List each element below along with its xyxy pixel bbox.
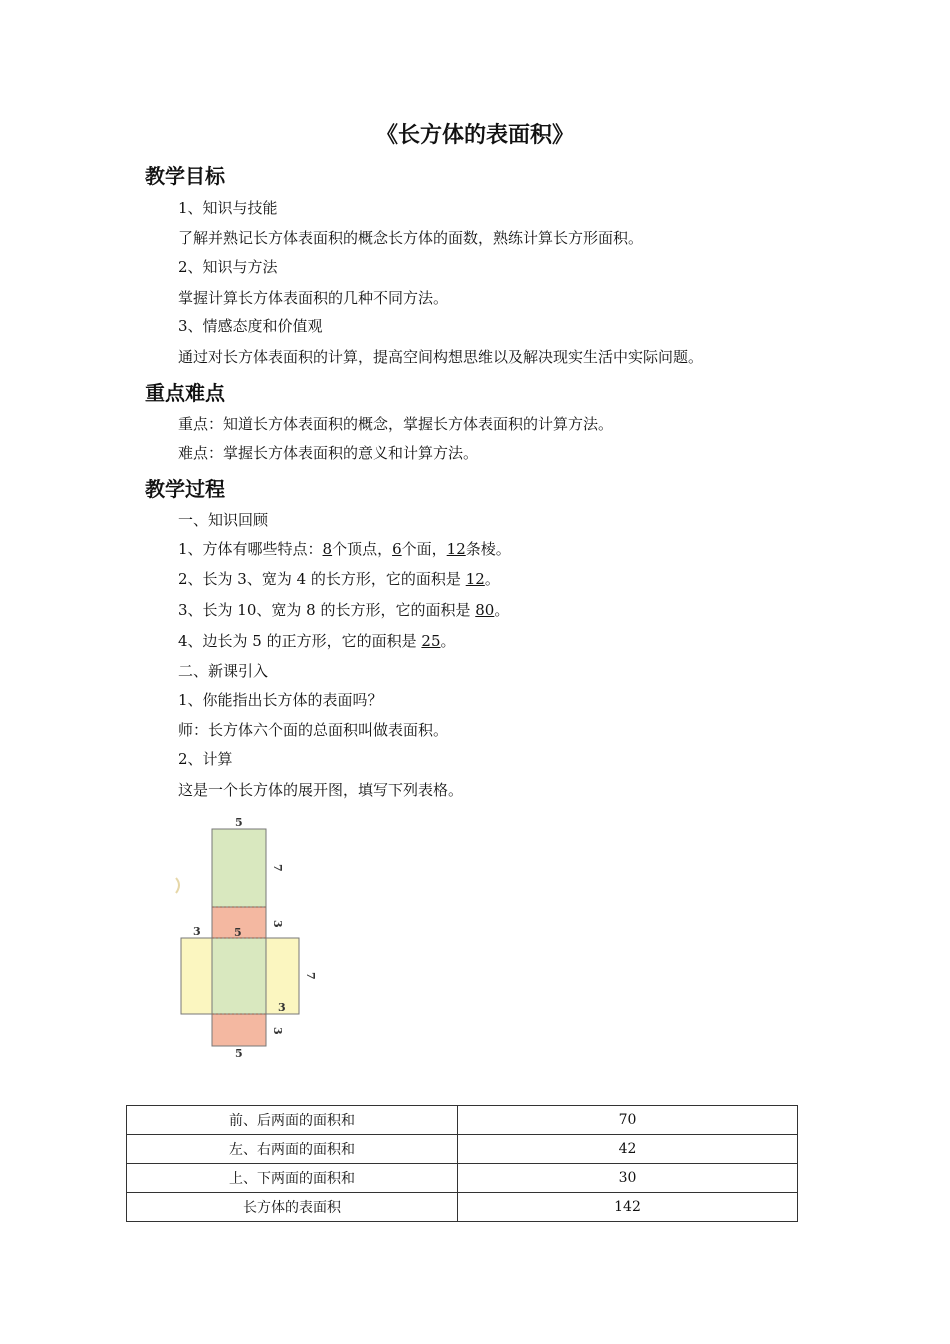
net-face-front bbox=[212, 938, 266, 1014]
net-face-back bbox=[212, 829, 266, 907]
table-cell-label: 长方体的表面积 bbox=[127, 1193, 458, 1222]
table-cell-label: 左、右两面的面积和 bbox=[127, 1135, 458, 1164]
process-line: 2、计算 bbox=[178, 750, 233, 768]
label-lower-side: 3 bbox=[271, 1027, 284, 1035]
label-top-width: 5 bbox=[235, 816, 243, 829]
keypoint-line: 重点：知道长方体表面积的概念，掌握长方体表面积的计算方法。 bbox=[178, 415, 614, 433]
review-question-4: 4、边长为 5 的正方形，它的面积是 25。 bbox=[178, 632, 456, 650]
objective-line: 掌握计算长方体表面积的几种不同方法。 bbox=[178, 289, 449, 307]
label-upper-side: 3 bbox=[271, 920, 284, 928]
answer-blank: 80 bbox=[475, 601, 495, 619]
new-lesson-title: 二、新课引入 bbox=[178, 662, 269, 680]
label-left-side: 3 bbox=[193, 925, 201, 938]
answer-blank: 12 bbox=[465, 570, 485, 588]
table-cell-label: 前、后两面的面积和 bbox=[127, 1106, 458, 1135]
page-title: 《长方体的表面积》 bbox=[375, 123, 574, 148]
table-cell-value: 70 bbox=[458, 1106, 798, 1135]
table-cell-value: 42 bbox=[458, 1135, 798, 1164]
label-bottom-width: 5 bbox=[235, 1047, 243, 1060]
keypoint-line: 难点：掌握长方体表面积的意义和计算方法。 bbox=[178, 444, 479, 462]
review-title: 一、知识回顾 bbox=[178, 511, 269, 529]
table-row bbox=[127, 1135, 798, 1164]
heading-keypoints: 重点难点 bbox=[145, 381, 225, 405]
surface-area-table bbox=[126, 1105, 798, 1222]
net-face-bottom bbox=[212, 1014, 266, 1046]
label-middle-width: 5 bbox=[234, 926, 242, 939]
table-row bbox=[127, 1106, 798, 1135]
net-face-left bbox=[181, 938, 212, 1014]
table-row bbox=[127, 1164, 798, 1193]
heading-objectives: 教学目标 bbox=[145, 164, 225, 188]
answer-blank: 25 bbox=[421, 632, 441, 650]
objective-line: 2、知识与方法 bbox=[178, 258, 278, 276]
answer-blank: 8 bbox=[322, 540, 333, 558]
table-cell-value: 30 bbox=[458, 1164, 798, 1193]
table-cell-value: 142 bbox=[458, 1193, 798, 1222]
answer-blank: 6 bbox=[392, 540, 402, 558]
label-right-height: 7 bbox=[304, 972, 317, 980]
objective-line: 1、知识与技能 bbox=[178, 199, 278, 217]
process-line: 师：长方体六个面的总面积叫做表面积。 bbox=[178, 721, 449, 739]
table-cell-label: 上、下两面的面积和 bbox=[127, 1164, 458, 1193]
objective-line: 3、情感态度和价值观 bbox=[178, 317, 323, 335]
label-top-height: 7 bbox=[271, 864, 284, 872]
review-question-1: 1、方体有哪些特点：8个顶点，6个面，12条棱。 bbox=[178, 540, 511, 558]
objective-line: 通过对长方体表面积的计算，提高空间构想思维以及解决现实生活中实际问题。 bbox=[178, 348, 704, 366]
review-question-2: 2、长为 3、宽为 4 的长方形，它的面积是 12。 bbox=[178, 570, 500, 588]
heading-process: 教学过程 bbox=[145, 477, 225, 501]
decorative-arc bbox=[176, 878, 179, 893]
review-question-3: 3、长为 10、宽为 8 的长方形，它的面积是 80。 bbox=[178, 601, 510, 619]
answer-blank: 12 bbox=[446, 540, 466, 558]
table-row bbox=[127, 1193, 798, 1222]
process-line: 1、你能指出长方体的表面吗？ bbox=[178, 691, 383, 709]
cuboid-net-diagram bbox=[170, 812, 330, 1062]
label-right-side: 3 bbox=[278, 1001, 286, 1014]
objective-line: 了解并熟记长方体表面积的概念长方体的面数，熟练计算长方形面积。 bbox=[178, 229, 644, 247]
process-line: 这是一个长方体的展开图，填写下列表格。 bbox=[178, 781, 464, 799]
